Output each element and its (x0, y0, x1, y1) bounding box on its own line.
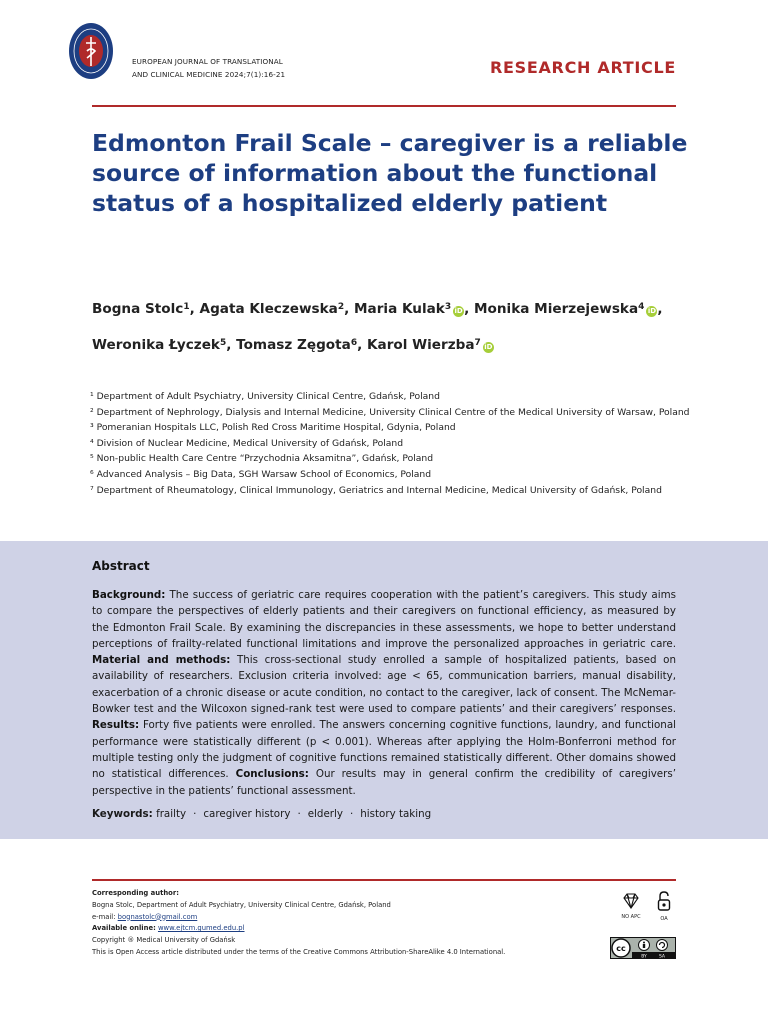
author-name: Karol Wierzba (367, 337, 475, 353)
svg-text:BY: BY (641, 954, 647, 959)
keyword: elderly (307, 808, 343, 820)
abstract-heading: Abstract (92, 559, 150, 573)
author-name: Maria Kulak (354, 301, 445, 317)
author-name: Bogna Stolc (92, 301, 184, 317)
author (92, 337, 226, 353)
journal-citation (132, 55, 285, 81)
footer-info (92, 888, 592, 959)
orcid-icon[interactable]: iD (454, 307, 463, 315)
results-label: Results: (92, 719, 140, 732)
background-text: The success of geriatric care requires cooperation with the patient’s caregivers. This study aims to compare the perspectives of elderly patients and their caregivers on functional efficiency, as measured by the Edmonton Frail Scale. By examining the discrepancies in these assessments, we hope to better understand perceptions of frailty-related functional limitations and improve the personalized approaches in geriatric care. (92, 589, 676, 650)
open-lock-icon (657, 891, 671, 911)
author-affiliation-number: 7 (474, 338, 481, 348)
author-name: Agata Kleczewska (199, 301, 338, 317)
corresponding-author: Bogna Stolc, Department of Adult Psychiatry, University Clinical Centre, Gdańsk, Poland (92, 900, 391, 909)
background-label: Background: (92, 589, 166, 601)
keyword-items (156, 808, 431, 820)
license-statement: This is Open Access article distributed under the terms of the Creative Commons Attribution-ShareAlike 4.0 International. (92, 947, 506, 956)
affiliation-item: ³ Pomeranian Hospitals LLC, Polish Red Cross Maritime Hospital, Gdynia, Poland (90, 422, 456, 434)
author (200, 301, 345, 317)
methods-text: This cross-sectional study enrolled a sample of hospitalized patients, based on availability of researchers. Exclusion criteria involved: age < 65, communication barriers, manual disability, exacerbation of a chronic disease or acute condition, no contact to the caregiver, lack of consent. The McNemar-Bowker test and the Wilcoxon signed-rank test were used to compare patients’ and their caregivers’ responses. (92, 654, 676, 716)
journal-name: EUROPEAN JOURNAL OF TRANSLATIONAL (132, 57, 283, 66)
keyword-separator: · (349, 808, 354, 820)
copyright: Copyright ® Medical University of Gdańsk (92, 936, 236, 945)
conclusions-text: Our results may in general confirm the credibility of caregivers’ perspective in the patients’ functional assessment. (92, 768, 677, 797)
svg-text:cc: cc (616, 944, 626, 953)
author-affiliation-number: 6 (350, 338, 358, 348)
author-affiliation-number: 3 (444, 302, 452, 312)
author-affiliation-number: 1 (183, 302, 190, 312)
keywords-label: Keywords: (92, 808, 153, 820)
conclusions-label: Conclusions: (235, 768, 309, 781)
email-link[interactable]: bognastolc@gmail.com (117, 912, 198, 921)
author-name: Monika Mierzejewska (474, 301, 639, 317)
keyword: caregiver history (203, 808, 291, 820)
author (92, 301, 190, 317)
keyword-separator: · (193, 808, 197, 820)
author-name: Tomasz Zęgota (236, 337, 351, 353)
author-affiliation-number: 2 (337, 302, 345, 312)
online-label: Available online: (92, 924, 156, 933)
affiliation-item: ⁶ Advanced Analysis – Big Data, SGH Warsaw School of Economics, Poland (90, 468, 432, 480)
author-name: Weronika Łyczek (92, 337, 220, 353)
orcid-icon[interactable]: iD (647, 307, 657, 315)
author-list: Bogna Stolc$^1$, Agata Kleczewska$^2$, Maria Kulak$^3$ iD, Monika Mierzejewska$^4$ iD, Weronika Łyczek$^5$, Tomasz Zęgota$^6$, Karol Wierzba$^7$ iD (92, 301, 663, 353)
author-affiliation-number: 5 (219, 338, 227, 348)
abstract-text (92, 587, 676, 799)
results-text: Forty five patients were enrolled. The answers concerning cognitive functions, laundry, and functional performance were statistically different (p < 0.001). Whereas after applying the Holm-Bonferroni method for multiple testing only the judgment of cognitive functions remained statistically different. Other domains showed no statistical differences. (92, 719, 676, 781)
author (367, 337, 494, 353)
methods-label: Material and methods: (92, 654, 231, 667)
affiliation-item: ⁵ Non-public Health Care Centre “Przychodnia Aksamitna”, Gdańsk, Poland (90, 453, 434, 465)
affiliation-list (90, 389, 690, 498)
article-title: Edmonton Frail Scale – caregiver is a reliable source of information about the functional status of a hospitalized elderly patient (92, 129, 688, 217)
cc-by-sa-badge[interactable] (610, 937, 676, 959)
journal-volume: AND CLINICAL MEDICINE 2024;7(1):16-21 (132, 70, 286, 79)
svg-text:SA: SA (658, 954, 666, 959)
author (354, 301, 464, 317)
oa-label: OA (660, 916, 668, 922)
corresponding-label: Corresponding author: (92, 889, 179, 897)
keyword-separator: · (297, 808, 301, 820)
affiliation-item: ⁷ Department of Rheumatology, Clinical Immunology, Geriatrics and Internal Medicine, Medical University of Gdańsk, Poland (90, 484, 662, 496)
keyword: frailty (156, 808, 187, 820)
no-apc-badge (620, 893, 642, 920)
affiliation-item: ¹ Department of Adult Psychiatry, University Clinical Centre, Gdańsk, Poland (90, 391, 440, 402)
affiliation-item: ⁴ Division of Nuclear Medicine, Medical University of Gdańsk, Poland (90, 437, 404, 449)
header-divider (92, 105, 676, 107)
author (474, 301, 657, 317)
affiliation-item: ² Department of Nephrology, Dialysis and Internal Medicine, University Clinical Centre of the Medical University of Warsaw, Poland (90, 406, 690, 418)
footer-divider (92, 879, 676, 881)
diamond-icon (622, 893, 640, 909)
keyword: history taking (360, 808, 432, 820)
orcid-icon[interactable]: iD (484, 343, 493, 351)
author (236, 337, 357, 353)
journal-website-link[interactable]: www.ejtcm.gumed.edu.pl (157, 924, 245, 933)
university-seal-icon (68, 22, 114, 80)
article-type-label: RESEARCH ARTICLE (489, 58, 676, 77)
keywords (92, 808, 676, 820)
author-affiliation-number: 4 (638, 302, 645, 312)
no-apc-label: NO APC (621, 914, 641, 920)
open-access-badge (652, 891, 676, 922)
email-label: e-mail: (92, 912, 116, 921)
